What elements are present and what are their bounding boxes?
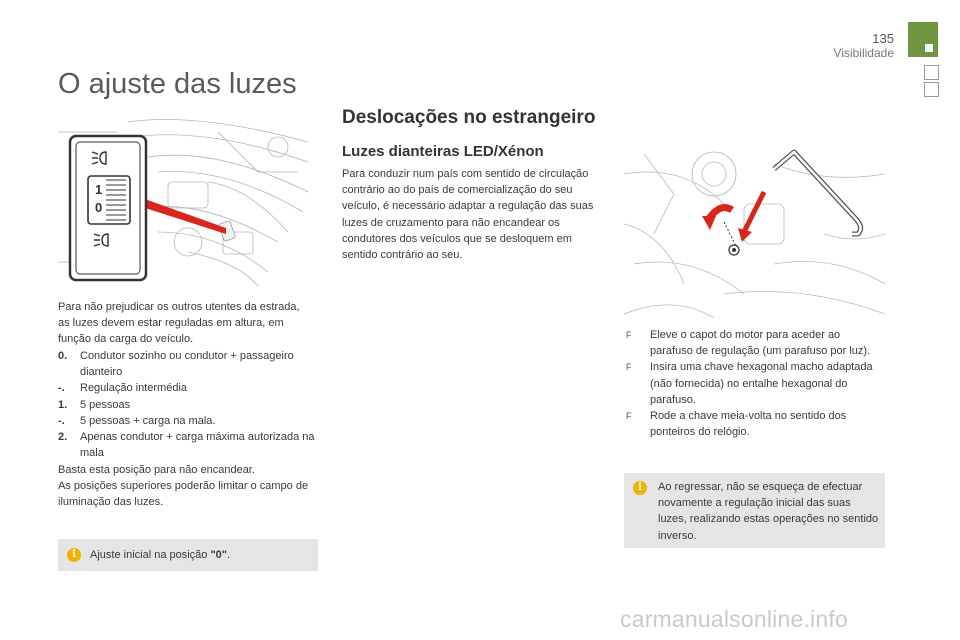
adjustment-intro-text: Para não prejudicar os outros utentes da estrada, as luzes devem estar reguladas em altura, em função da carga do veículo. [58, 301, 300, 346]
info-icon: i [67, 548, 81, 562]
hex-key-headlamp-adjustment-icon [624, 144, 885, 318]
step-text: Eleve o capot do motor para aceder ao parafuso de regulação (um parafuso por luz). [650, 329, 871, 358]
position-item [58, 397, 316, 413]
step-item [624, 327, 882, 359]
info-icon: i [633, 481, 647, 495]
dial-label-0: 0 [95, 200, 103, 215]
section-name: Visibilidade [833, 46, 894, 60]
note-text: Ao regressar, não se esqueça de efectuar novamente a regulação inicial das suas luzes, realizando estas operações no sentido inverso. [658, 481, 879, 542]
position-item [58, 413, 316, 429]
step-item [624, 408, 882, 440]
note-text [90, 547, 314, 563]
position-text: 5 pessoas + carga na mala. [80, 414, 216, 427]
position-item [58, 380, 316, 396]
position-text: Condutor sozinho ou condutor + passageiro dianteiro [80, 350, 294, 379]
note-text-part: . [227, 549, 231, 561]
foreign-travel-intro: Para conduzir num país com sentido de circulação contrário ao do país de comercialização do seu veículo, é necessário adaptar a regulação das suas luzes de cruzamento para não encandear os condutores dos veículos que se desloquem em sentido contrário ao seu. [342, 168, 594, 262]
tab-dot-icon [925, 44, 933, 52]
return-reminder-note [624, 473, 885, 548]
position-item [58, 429, 316, 461]
sub-heading: Luzes dianteiras LED/Xénon [342, 143, 544, 160]
headlamp-height-adjuster-thumbwheel-icon [58, 112, 316, 286]
adjustment-steps [624, 327, 882, 440]
position-text: Apenas condutor + carga máxima autorizada na mala [80, 431, 315, 460]
headlamp-adjuster-illustration [58, 112, 316, 286]
position-text: Regulação intermédia [80, 382, 188, 395]
initial-setting-note [58, 539, 318, 571]
position-key: -. [58, 382, 65, 395]
note-text-part: Ajuste inicial na posição [90, 549, 211, 561]
step-text: Rode a chave meia-volta no sentido dos ponteiros do relógio. [650, 410, 847, 439]
section-heading: Deslocações no estrangeiro [342, 107, 596, 128]
chapter-box-icon [924, 65, 939, 80]
position-item [58, 348, 316, 380]
dial-label-1: 1 [95, 182, 103, 197]
outro-line: As posições superiores poderão limitar o campo de iluminação das luzes. [58, 480, 309, 509]
adjustment-outro [58, 462, 316, 511]
position-key: 0. [58, 350, 68, 362]
position-key: 2. [58, 431, 68, 444]
checkbox-bullet-icon: F [626, 411, 632, 422]
page-title: O ajuste das luzes [58, 68, 297, 100]
position-key: -. [58, 414, 65, 427]
step-text: Insira uma chave hexagonal macho adaptada (não fornecida) no entalhe hexagonal do parafuso. [650, 361, 873, 406]
checkbox-bullet-icon: F [626, 330, 632, 340]
step-item [624, 359, 882, 408]
position-list [58, 348, 316, 461]
note-text-bold: "0" [210, 549, 228, 561]
watermark: carmanualsonline.info [620, 606, 848, 632]
chapter-box-icon [924, 82, 939, 97]
checkbox-bullet-icon: F [626, 362, 632, 373]
page-number: 135 [872, 31, 894, 46]
position-text: 5 pessoas [80, 398, 131, 411]
position-key: 1. [58, 398, 68, 411]
section-tab-marker [908, 22, 938, 57]
hex-key-adjustment-illustration [624, 144, 885, 318]
outro-line: Basta esta posição para não encandear. [58, 464, 255, 476]
